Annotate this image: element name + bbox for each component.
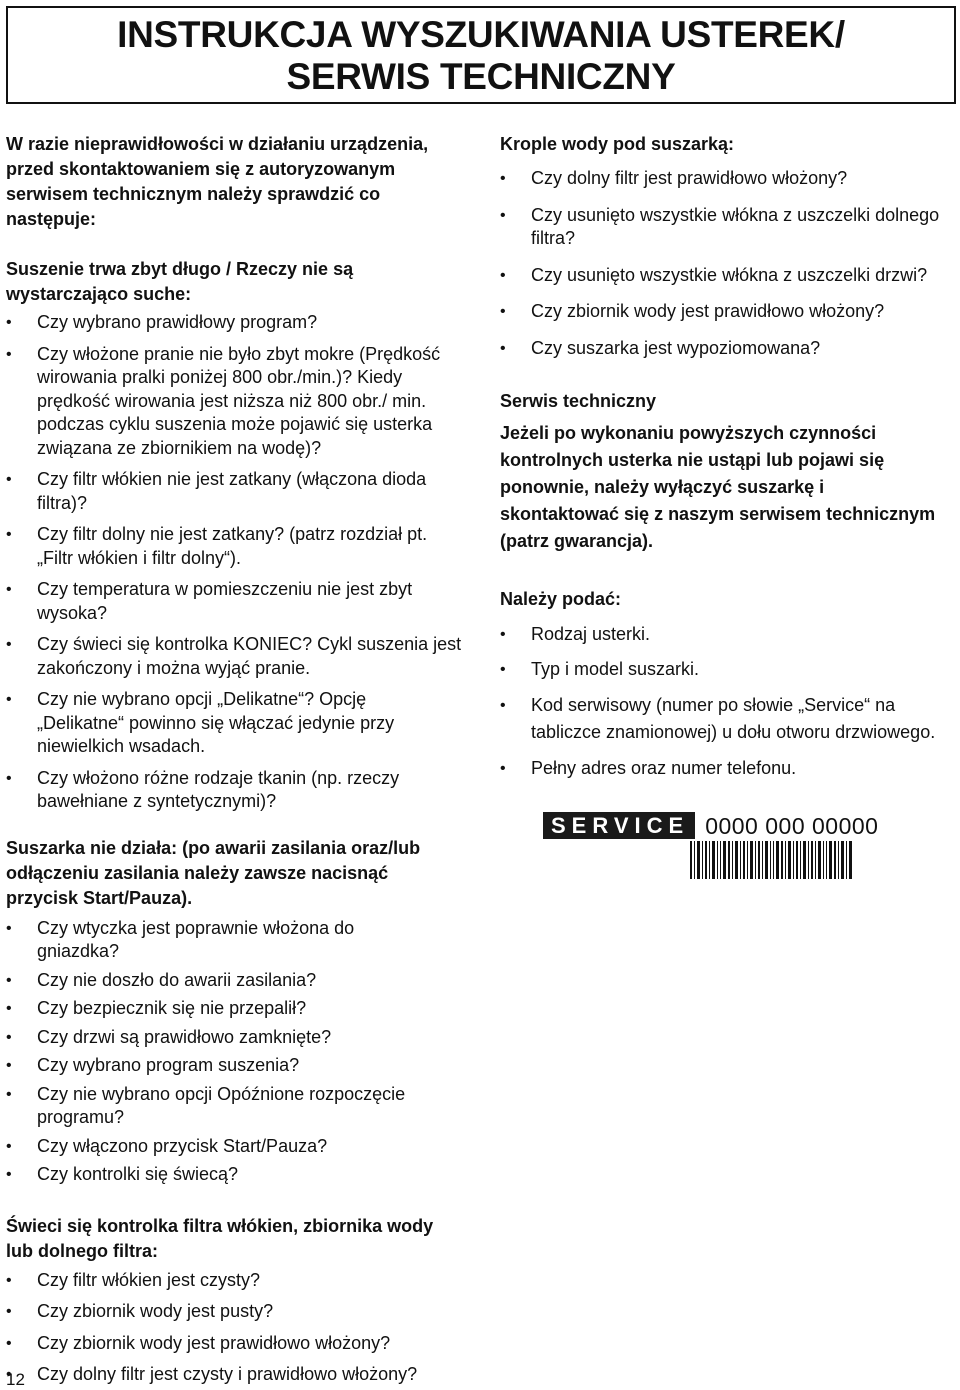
list-item: • Czy świeci się kontrolka KONIEC? Cykl suszenia jest zakończony i można wyjąć pranie.	[6, 633, 466, 680]
section-heading-drying-too-long: Suszenie trwa zbyt długo / Rzeczy nie są wystarczająco suche:	[6, 259, 354, 304]
list-item: • Czy nie wybrano opcji Opóźnione rozpoczęcie programu?	[6, 1083, 467, 1130]
list-item: • Czy usunięto wszystkie włókna z uszczelki drzwi?	[500, 264, 956, 288]
list-item: • Czy nie wybrano opcji „Delikatne“? Opcję „Delikatne“ powinno się włączać jedynie przy niewielkich wsadach.	[6, 688, 457, 759]
list-please-provide	[500, 623, 956, 781]
intro-paragraph: W razie nieprawidłowości w działaniu urządzenia, przed skontaktowaniem się z autoryzowanym serwisem technicznym należy sprawdzić co następuje:	[6, 134, 429, 229]
list-item: • Czy filtr włókien jest czysty?	[6, 1269, 466, 1293]
list-item: • Pełny adres oraz numer telefonu.	[500, 757, 956, 781]
right-column	[500, 132, 956, 781]
service-word: SERVICE	[543, 812, 695, 839]
list-filter-light	[6, 1269, 466, 1387]
section-heading-filter-light: Świeci się kontrolka filtra włókien, zbiornika wody lub dolnego filtra:	[6, 1215, 434, 1261]
list-drying-too-long	[6, 311, 466, 814]
list-item: • Czy zbiornik wody jest pusty?	[6, 1300, 466, 1324]
list-item: • Czy wybrano prawidłowy program?	[6, 311, 466, 335]
title-line-1: INSTRUKCJA WYSZUKIWANIA USTEREK/	[117, 14, 845, 55]
list-item: • Czy filtr dolny nie jest zatkany? (patrz rozdział pt. „Filtr włókien i filtr dolny“).	[6, 523, 457, 570]
list-item: • Czy wybrano program suszenia?	[6, 1054, 466, 1078]
list-item: • Czy usunięto wszystkie włókna z uszczelki dolnego filtra?	[500, 204, 941, 251]
list-item: • Czy wtyczka jest poprawnie włożona do gniazdka?	[6, 917, 417, 964]
service-label	[543, 812, 878, 840]
list-item: • Czy kontrolki się świecą?	[6, 1163, 466, 1187]
section-heading-water-drops: Krople wody pod suszarką:	[500, 134, 735, 154]
section-heading-please-provide: Należy podać:	[500, 589, 622, 609]
list-item: • Czy zbiornik wody jest prawidłowo włożony?	[500, 300, 956, 324]
title-line-2: SERWIS TECHNICZNY	[286, 56, 676, 97]
page-title	[6, 6, 956, 104]
list-item: • Czy nie doszło do awarii zasilania?	[6, 969, 466, 993]
list-item: • Czy temperatura w pomieszczeniu nie jest zbyt wysoka?	[6, 578, 467, 625]
list-item: • Rodzaj usterki.	[500, 623, 956, 647]
list-item: • Kod serwisowy (numer po słowie „Service“ na tabliczce znamionowej) u dołu otworu drzwiowego.	[500, 692, 956, 746]
list-item: • Czy dolny filtr jest prawidłowo włożony?	[500, 167, 956, 191]
list-item: • Czy filtr włókien nie jest zatkany (włączona dioda filtra)?	[6, 468, 437, 515]
list-water-drops	[500, 167, 956, 360]
list-item: • Czy suszarka jest wypoziomowana?	[500, 337, 956, 361]
list-item: • Typ i model suszarki.	[500, 658, 956, 682]
list-item: • Czy bezpiecznik się nie przepalił?	[6, 997, 466, 1021]
list-item: • Czy drzwi są prawidłowo zamknięte?	[6, 1026, 466, 1050]
service-number: 0000 000 00000	[705, 813, 879, 839]
left-column	[6, 132, 466, 1387]
list-item: • Czy włożone pranie nie było zbyt mokre (Prędkość wirowania pralki poniżej 800 obr./min.)? Kiedy prędkość wirowania jest niższa niż 800 obr./ min. podczas cyklu suszenia może pojawić się usterka związana ze zbiornikiem na wodę)?	[6, 343, 457, 461]
page-number: 12	[6, 1370, 25, 1389]
section-heading-technical-service: Serwis techniczny	[500, 391, 657, 411]
service-instructions: Jeżeli po wykonaniu powyższych czynności kontrolnych usterka nie ustąpi lub pojawi się ponownie, należy wyłączyć suszarkę i skontaktować się z naszym serwisem technicznym (patrz gwarancja).	[500, 423, 936, 551]
section-heading-dryer-not-working: Suszarka nie działa: (po awarii zasilania oraz/lub odłączeniu zasilania należy zawsze nacisnąć przycisk Start/Pauza).	[6, 837, 421, 908]
list-item: • Czy dolny filtr jest czysty i prawidłowo włożony?	[6, 1363, 466, 1387]
list-item: • Czy włożono różne rodzaje tkanin (np. rzeczy bawełniane z syntetycznymi)?	[6, 767, 457, 814]
list-item: • Czy włączono przycisk Start/Pauza?	[6, 1135, 466, 1159]
list-item: • Czy zbiornik wody jest prawidłowo włożony?	[6, 1332, 466, 1356]
list-dryer-not-working	[6, 917, 466, 1187]
barcode-icon	[690, 841, 852, 879]
